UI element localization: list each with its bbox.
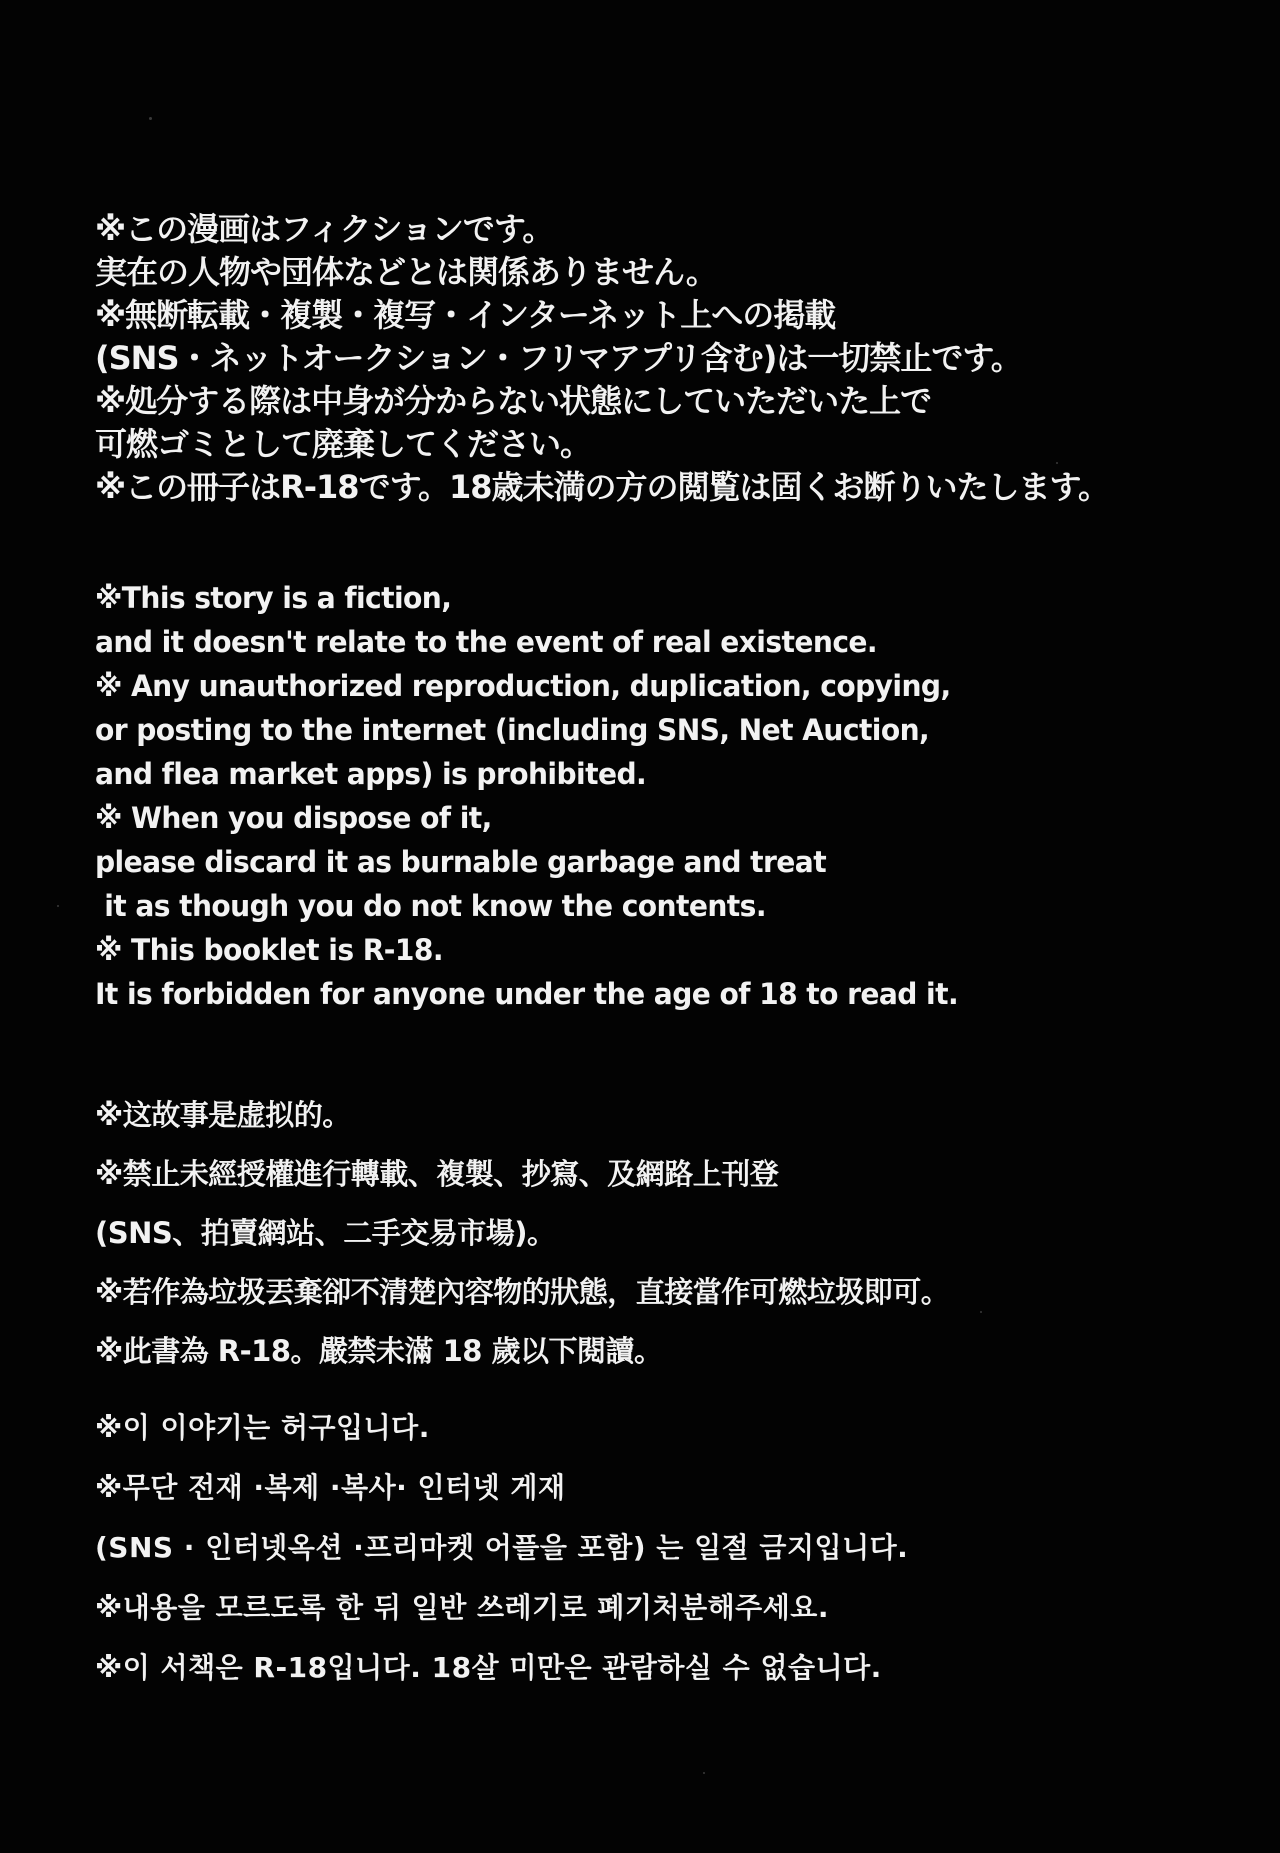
korean-disclaimer-section xyxy=(95,1398,1250,1698)
disclaimer-line: ※無断転載・複製・複写・インターネット上への掲載 xyxy=(95,296,836,334)
disclaimer-line: (SNS、拍賣網站、二手交易市場)。 xyxy=(95,1216,556,1250)
disclaimer-line: ※此書為 R-18。嚴禁未滿 18 歲以下閱讀。 xyxy=(95,1334,663,1368)
disclaimer-line: it as though you do not know the contents. xyxy=(95,889,766,923)
disclaimer-line: ※이 서책은 R-18입니다. 18살 미만은 관람하실 수 없습니다. xyxy=(95,1651,882,1684)
scan-speck xyxy=(980,1311,982,1313)
disclaimer-line: ※이 이야기는 허구입니다. xyxy=(95,1411,430,1444)
chinese-disclaimer-section xyxy=(95,1086,1250,1381)
disclaimer-line: ※ This booklet is R-18. xyxy=(95,933,443,967)
scan-speck xyxy=(1056,462,1058,464)
scan-speck xyxy=(57,905,59,907)
disclaimer-line: or posting to the internet (including SNS, Net Auction, xyxy=(95,713,930,747)
disclaimer-line: 実在の人物や団体などとは関係ありません。 xyxy=(95,253,717,291)
scan-speck xyxy=(703,1772,705,1774)
disclaimer-line: 可燃ゴミとして廃棄してください。 xyxy=(95,425,592,463)
disclaimer-line: ※この漫画はフィクションです。 xyxy=(95,210,554,248)
scan-speck xyxy=(149,117,152,120)
disclaimer-line: ※This story is a fiction, xyxy=(95,581,452,615)
english-disclaimer-section xyxy=(95,576,1215,1016)
disclaimer-line: ※这故事是虚拟的。 xyxy=(95,1098,351,1132)
japanese-disclaimer-section xyxy=(95,208,1250,509)
disclaimer-line: ※무단 전재 ·복제 ·복사· 인터넷 게재 xyxy=(95,1471,566,1504)
disclaimer-line: (SNS · 인터넷옥션 ·프리마켓 어플을 포함) 는 일절 금지입니다. xyxy=(95,1531,909,1564)
disclaimer-line: and it doesn't relate to the event of real existence. xyxy=(95,625,878,659)
disclaimer-line: please discard it as burnable garbage and treat xyxy=(95,845,827,879)
disclaimer-line: and flea market apps) is prohibited. xyxy=(95,757,647,791)
disclaimer-line: ※処分する際は中身が分からない状態にしていただいた上で xyxy=(95,382,932,420)
disclaimer-line: ※내용을 모르도록 한 뒤 일반 쓰레기로 폐기처분해주세요. xyxy=(95,1591,829,1624)
disclaimer-line: ※ Any unauthorized reproduction, duplication, copying, xyxy=(95,669,951,703)
disclaimer-line: It is forbidden for anyone under the age of 18 to read it. xyxy=(95,977,959,1011)
disclaimer-line: ※若作為垃圾丟棄卻不清楚內容物的狀態，直接當作可燃垃圾即可。 xyxy=(95,1275,950,1309)
disclaimer-line: ※この冊子はR-18です。18歳未満の方の閲覧は固くお断りいたします。 xyxy=(95,468,1109,506)
disclaimer-line: ※ When you dispose of it, xyxy=(95,801,492,835)
disclaimer-line: (SNS・ネットオークション・フリマアプリ含む)は一切禁止です。 xyxy=(95,339,1022,377)
disclaimer-line: ※禁止未經授權進行轉載、複製、抄寫、及網路上刊登 xyxy=(95,1157,779,1191)
